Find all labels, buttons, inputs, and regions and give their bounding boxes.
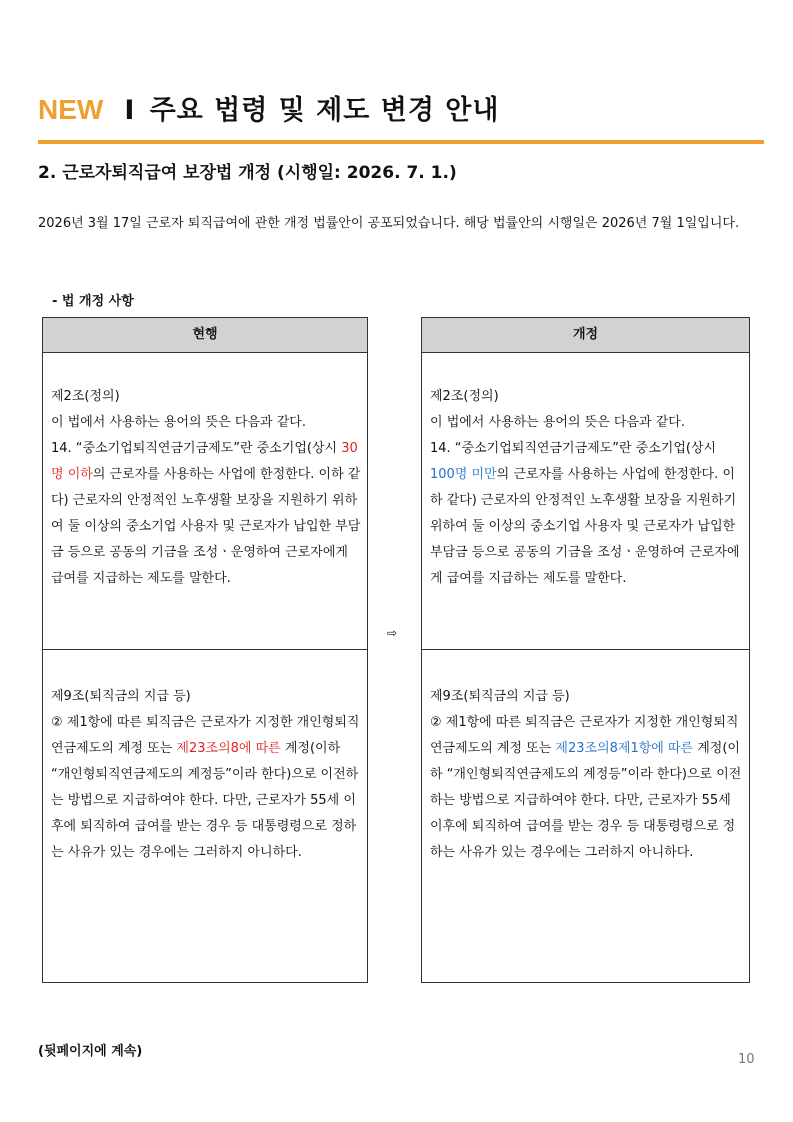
- current-article-9: [51, 684, 361, 866]
- revised-law-header: 개정: [422, 318, 749, 353]
- row-divider: [422, 649, 749, 650]
- revised-law-table: [421, 317, 750, 983]
- page-number: 10: [738, 1052, 755, 1067]
- changed-text-highlight: 제23조의8에 따른: [176, 741, 281, 756]
- revised-article-9: [430, 684, 743, 866]
- intro-paragraph: 2026년 3월 17일 근로자 퇴직급여에 관한 개정 법률안이 공포되었습니다. 해당 법률안의 시행일은 2026년 7월 1일입니다.: [38, 216, 740, 231]
- page-title-row: [38, 88, 763, 130]
- article-lead: 이 법에서 사용하는 용어의 뜻은 다음과 같다.: [51, 415, 306, 430]
- row-divider: [43, 649, 367, 650]
- article-clause-14: 14. “중소기업퇴직연금기금제도”란 중소기업(상시 30명 이하의 근로자를 사용하는 사업에 한정한다. 이하 같다) 근로자의 안정적인 노후생활 보장을 지원하기 위하여 둘 이상의 중소기업 사용자 및 근로자가 납입한 부담금 등으로 공동의 기금을 조성ㆍ운영하여 근로자에게 급여를 지급하는 제도를 말한다.: [51, 441, 361, 586]
- changed-text-highlight: 100명 미만: [430, 467, 497, 482]
- title-separator: I: [124, 95, 135, 126]
- page-title: 주요 법령 및 제도 변경 안내: [149, 95, 500, 126]
- changed-text-highlight: 30명 이하: [51, 441, 358, 482]
- current-law-table: [42, 317, 368, 983]
- article-title: 제2조(정의): [51, 389, 120, 404]
- amendment-subheading: - 법 개정 사항: [52, 294, 134, 309]
- article-lead: 이 법에서 사용하는 용어의 뜻은 다음과 같다.: [430, 415, 685, 430]
- article-paragraph-2: ② 제1항에 따른 퇴직금은 근로자가 지정한 개인형퇴직연금제도의 계정 또는 제23조의8제1항에 따른 계정(이하 “개인형퇴직연금제도의 계정등”이라 한다)으로 이전하는 방법으로 지급하여야 한다. 다만, 근로자가 55세 이후에 퇴직하여 급여를 받는 경우 등 대통령령으로 정하는 사유가 있는 경우에는 그러하지 아니하다.: [430, 715, 742, 860]
- changed-text-highlight: 제23조의8제1항에 따른: [555, 741, 694, 756]
- current-article-2: [51, 384, 361, 592]
- title-underline: [38, 140, 764, 144]
- article-clause-14: 14. “중소기업퇴직연금기금제도”란 중소기업(상시 100명 미만의 근로자를 사용하는 사업에 한정한다. 이하 같다) 근로자의 안정적인 노후생활 보장을 지원하기 위하여 둘 이상의 중소기업 사용자 및 근로자가 납입한 부담금 등으로 공동의 기금을 조성ㆍ운영하여 근로자에게 급여를 지급하는 제도를 말한다.: [430, 441, 740, 586]
- article-title: 제9조(퇴직금의 지급 등): [430, 689, 570, 704]
- continued-note: (뒷페이지에 계속): [38, 1044, 143, 1059]
- article-paragraph-2: ② 제1항에 따른 퇴직금은 근로자가 지정한 개인형퇴직연금제도의 계정 또는 제23조의8에 따른 계정(이하 “개인형퇴직연금제도의 계정등”이라 한다)으로 이전하는 방법으로 지급하여야 한다. 다만, 근로자가 55세 이후에 퇴직하여 급여를 받는 경우 등 대통령령으로 정하는 사유가 있는 경우에는 그러하지 아니하다.: [51, 715, 360, 860]
- article-title: 제2조(정의): [430, 389, 499, 404]
- new-badge: NEW: [38, 94, 104, 125]
- article-title: 제9조(퇴직금의 지급 등): [51, 689, 191, 704]
- section-heading: 2. 근로자퇴직급여 보장법 개정 (시행일: 2026. 7. 1.): [38, 163, 457, 183]
- revised-article-2: [430, 384, 743, 592]
- current-law-header: 현행: [43, 318, 367, 353]
- right-arrow-icon: ⇨: [387, 626, 398, 640]
